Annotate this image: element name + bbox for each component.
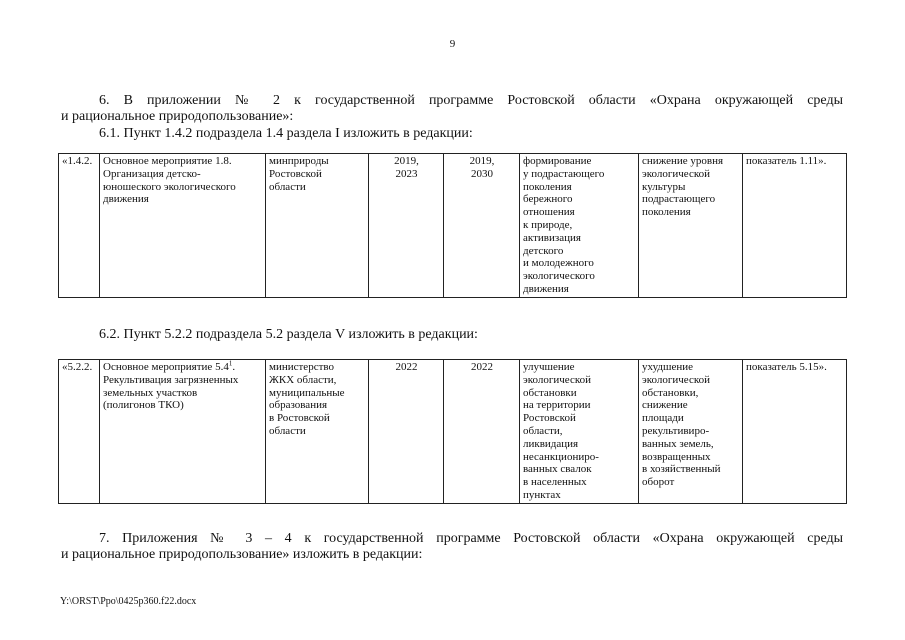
text-line: площади	[642, 412, 684, 425]
cell-executor	[266, 154, 369, 298]
text-line: культуры	[642, 180, 686, 193]
text-line: движения	[103, 193, 149, 206]
cell-indicator: показатель 5.15».	[743, 360, 847, 504]
text-line: (полигонов ТКО)	[103, 399, 184, 412]
cell-executor	[266, 360, 369, 504]
activity-title: Основное мероприятие 5.4	[103, 361, 229, 373]
paragraph-6-line-1: 6. В приложении № 2 к государственной программе Ростовской области «Охрана окружающей среды	[99, 93, 843, 108]
text-line: Ростовской	[523, 412, 576, 425]
cell-expected-result	[520, 154, 639, 298]
text-line: несанкциониро-	[523, 450, 599, 463]
cell-consequence	[639, 360, 743, 504]
text-line: оборот	[642, 476, 675, 489]
cell-number: «5.2.2.	[59, 360, 100, 504]
text-line: возвращенных	[642, 450, 711, 463]
text-line: в Ростовской	[269, 412, 330, 425]
text-line: поколения	[523, 180, 572, 193]
paragraph-7-line-2: и рациональное природопользование» изложить в редакции:	[61, 547, 423, 562]
cell-start-year	[369, 154, 444, 298]
text-line: 2030	[471, 167, 493, 180]
text-line: формирование	[523, 155, 592, 167]
cell-consequence	[639, 154, 743, 298]
text-line: движения	[523, 282, 569, 295]
table-row	[59, 154, 847, 298]
text-line: Рекультивация загрязненных	[103, 373, 239, 386]
text-line: снижение	[642, 399, 688, 412]
activity-title-tail: .	[232, 361, 236, 373]
cell-end-year	[444, 154, 520, 298]
text-line: экологического	[523, 270, 595, 283]
table-row	[59, 360, 847, 504]
text-line: обстановки,	[642, 386, 699, 399]
cell-activity-name	[100, 360, 266, 504]
text-line: Ростовской	[269, 167, 322, 180]
cell-end-year: 2022	[444, 360, 520, 504]
text-line: юношеского экологического	[103, 180, 236, 193]
text-line: 2023	[395, 167, 418, 180]
text-line: активизация	[523, 231, 581, 244]
text-line: пунктах	[523, 488, 561, 501]
text-line: рекультивиро-	[642, 424, 710, 437]
text-line: ЖКХ области,	[269, 373, 337, 386]
text-line: в населенных	[523, 476, 587, 489]
text-line: 2019,	[469, 155, 495, 167]
paragraph-6-line-2: и рациональное природопользование»:	[61, 109, 294, 124]
text-line: Организация детско-	[103, 167, 201, 180]
text-line: области,	[523, 424, 563, 437]
text-line	[103, 361, 263, 374]
text-line: и молодежного	[523, 257, 594, 270]
text-line: Основное мероприятие 1.8.	[103, 155, 232, 167]
page-number: 9	[449, 38, 456, 50]
table-item-5-2-2	[58, 359, 847, 504]
text-line: на территории	[523, 399, 591, 412]
paragraph-7-line-1: 7. Приложения № 3 – 4 к государственной программе Ростовской области «Охрана окружающей среды	[99, 531, 843, 546]
paragraph-6-1: 6.1. Пункт 1.4.2 подраздела 1.4 раздела I изложить в редакции:	[99, 126, 473, 141]
text-line: отношения	[523, 206, 575, 219]
text-line: экологической	[642, 373, 710, 386]
cell-number: «1.4.2.	[59, 154, 100, 298]
text-line: ухудшение	[642, 361, 693, 373]
text-line: обстановки	[523, 386, 577, 399]
text-line: ликвидация	[523, 437, 579, 450]
text-line: поколения	[642, 206, 691, 219]
text-line: минприроды	[269, 155, 329, 167]
text-line: детского	[523, 244, 564, 257]
table-item-1-4-2	[58, 153, 847, 298]
text-line: области	[269, 424, 306, 437]
text-line: министерство	[269, 361, 335, 373]
text-line: экологической	[642, 167, 710, 180]
cell-indicator: показатель 1.11».	[743, 154, 847, 298]
cell-activity-name	[100, 154, 266, 298]
text-line: к природе,	[523, 218, 573, 231]
text-line: области	[269, 180, 306, 193]
text-line: снижение уровня	[642, 155, 724, 167]
text-line: у подрастающего	[523, 167, 605, 180]
superscript-note: 1	[228, 359, 233, 368]
text-line: земельных участков	[103, 386, 198, 399]
text-line: ванных свалок	[523, 463, 592, 476]
text-line: в хозяйственный	[642, 463, 721, 476]
text-line: образования	[269, 399, 328, 412]
text-line: подрастающего	[642, 193, 716, 206]
footer-file-path: Y:\ORST\Ppo\0425p360.f22.docx	[60, 596, 197, 607]
text-line: муниципальные	[269, 386, 345, 399]
cell-start-year: 2022	[369, 360, 444, 504]
text-line: ванных земель,	[642, 437, 714, 450]
text-line: улучшение	[523, 361, 575, 373]
paragraph-6-2: 6.2. Пункт 5.2.2 подраздела 5.2 раздела V изложить в редакции:	[99, 327, 478, 342]
text-line: 2019,	[394, 155, 419, 167]
cell-expected-result	[520, 360, 639, 504]
text-line: экологической	[523, 373, 591, 386]
text-line: бережного	[523, 193, 573, 206]
